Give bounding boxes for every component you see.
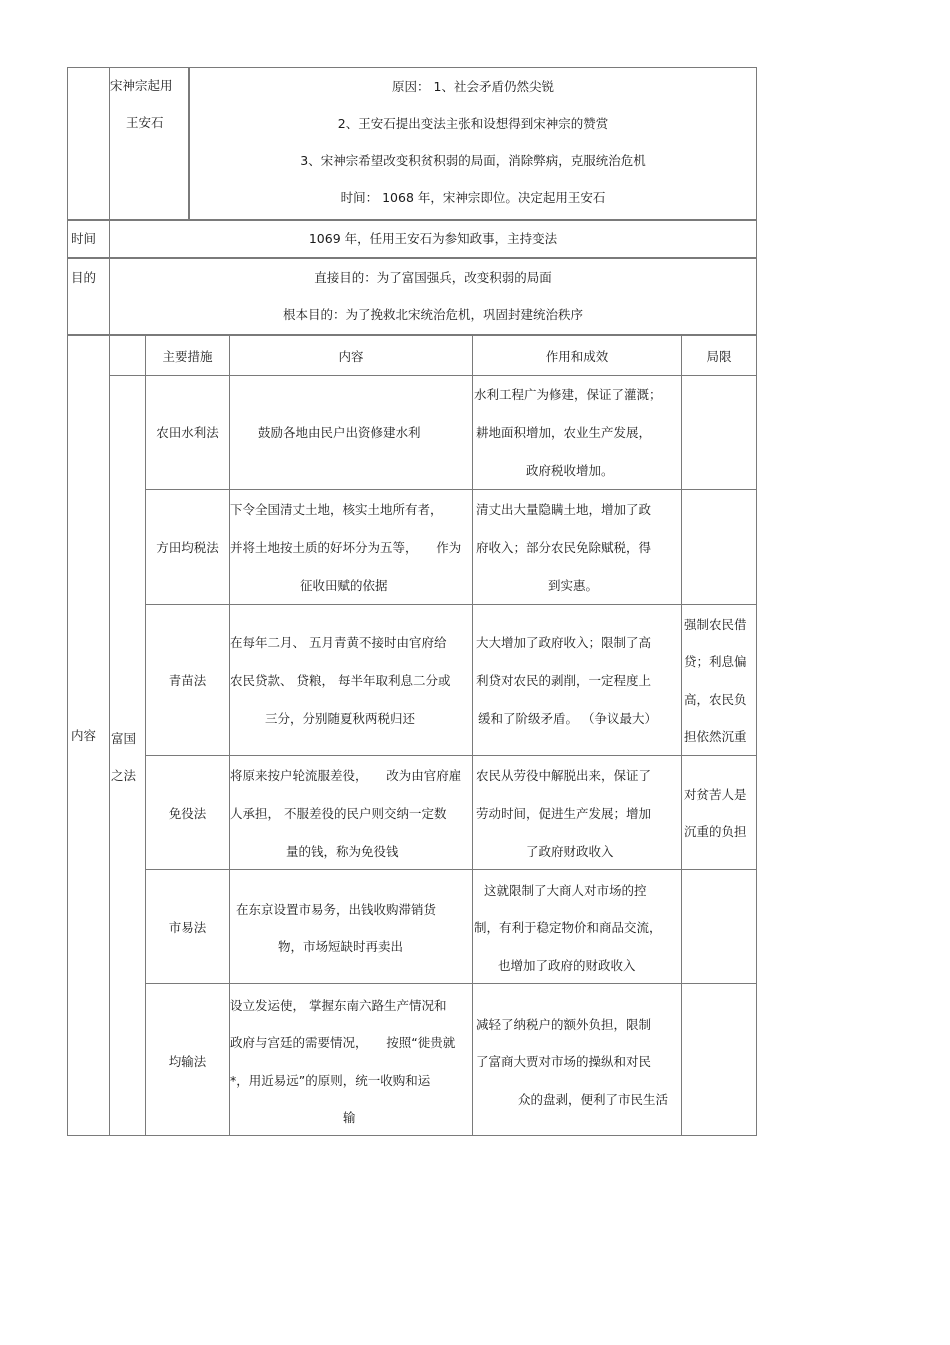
header-measure: 主要措施: [162, 349, 213, 364]
measure-content-line: 设立发运使， 掌握东南六路生产情况和: [230, 998, 447, 1013]
measure-content-line: 农民贷款、 贷粮， 每半年取利息二分或: [230, 673, 451, 688]
measure-name: 方田均税法: [156, 540, 219, 555]
reason-line-1: 原因： 1、社会矛盾仍然尖锐: [392, 79, 554, 94]
purpose-direct: 直接目的：为了富国强兵，改变积弱的局面: [314, 270, 552, 285]
measure-name: 均输法: [168, 1054, 207, 1069]
measure-limit-line: 担依然沉重: [684, 729, 747, 744]
purpose-fundamental: 根本目的：为了挽救北宋统治危机，巩固封建统治秩序: [282, 307, 583, 322]
measure-effect-line: 这就限制了大商人对市场的控: [484, 883, 647, 898]
table-row-content-cell: [229, 869, 473, 984]
measure-content-line: 三分，分别随夏秋两税归还: [265, 711, 416, 726]
time-label: 时间: [71, 231, 97, 246]
measure-content-line: *，用近易远”的原则，统一收购和运: [230, 1073, 431, 1088]
reason-line-4: 时间： 1068 年，宋神宗即位。决定起用王安石: [340, 190, 606, 205]
measure-limit-line: 对贫苦人是: [684, 787, 747, 802]
reason-label-line-1: 宋神宗起用: [110, 78, 173, 93]
measure-name: 青苗法: [168, 673, 207, 688]
content-label: 内容: [71, 728, 97, 743]
measure-effect-line: 府收入；部分农民免除赋税，得: [476, 540, 652, 555]
measure-name: 农田水利法: [156, 425, 219, 440]
reason-line-3: 3、宋神宗希望改变积贫积弱的局面，消除弊病，克服统治危机: [300, 153, 646, 168]
measure-content-line: 量的钱，称为免役钱: [286, 844, 399, 859]
table-row-limit-cell: [681, 375, 757, 490]
measure-limit-line: 高，农民负: [684, 692, 747, 707]
measure-content-line: 征收田赋的依据: [300, 578, 388, 593]
reason-line-2: 2、王安石提出变法主张和设想得到宋神宗的赞赏: [337, 116, 609, 131]
measure-content-line: 人承担， 不服差役的民户则交纳一定数: [230, 806, 447, 821]
measure-content-line: 将原来按户轮流服差役， 改为由官府雇: [230, 768, 462, 783]
reason-label-line-2: 王安石: [126, 115, 164, 130]
measure-effect-line: 劳动时间，促进生产发展；增加: [476, 806, 652, 821]
measure-effect-line: 清丈出大量隐瞒土地，增加了政: [476, 502, 652, 517]
measure-effect-line: 水利工程广为修建，保证了灌溉；: [474, 387, 662, 402]
table-row-limit-cell: [681, 983, 757, 1136]
measure-effect-line: 了政府财政收入: [526, 844, 614, 859]
measure-name: 免役法: [168, 806, 207, 821]
time-value: 1069 年，任用王安石为参知政事，主持变法: [308, 231, 558, 246]
measure-effect-line: 了富商大贾对市场的操纵和对民: [476, 1054, 652, 1069]
measure-content-line: 物，市场短缺时再卖出: [278, 939, 404, 954]
measure-effect-line: 大大增加了政府收入；限制了高: [476, 635, 652, 650]
measure-effect-line: 众的盘剥，便利了市民生活: [518, 1092, 669, 1107]
header-limit: 局限: [706, 349, 732, 364]
measure-effect-line: 耕地面积增加，农业生产发展，: [476, 425, 652, 440]
group-label-line-1: 富国: [111, 731, 137, 746]
table-row-limit-cell: [681, 755, 757, 870]
group-cell: [109, 375, 146, 1136]
measure-content-line: 在东京设置市易务，出钱收购滞销货: [236, 902, 437, 917]
table-row-limit-cell: [681, 869, 757, 984]
measure-effect-line: 政府税收增加。: [526, 463, 614, 478]
measure-content-line: 下令全国清丈土地，核实土地所有者，: [230, 502, 443, 517]
measure-content-line: 鼓励各地由民户出资修建水利: [258, 425, 421, 440]
group-label-line-2: 之法: [111, 768, 137, 783]
measure-content-line: 输: [343, 1110, 356, 1125]
measure-name: 市易法: [168, 920, 207, 935]
table-row-limit-cell: [681, 489, 757, 605]
measure-effect-line: 也增加了政府的财政收入: [498, 958, 636, 973]
measure-effect-line: 利贷对农民的剥削，一定程度上: [476, 673, 652, 688]
header-content: 内容: [338, 349, 364, 364]
measure-content-line: 政府与宫廷的需要情况， 按照“徙贵就: [230, 1035, 456, 1050]
measure-content-line: 并将土地按土质的好坏分为五等， 作为: [230, 540, 462, 555]
measure-effect-line: 减轻了纳税户的额外负担，限制: [476, 1017, 652, 1032]
measure-limit-line: 贷；利息偏: [684, 654, 747, 669]
measure-limit-line: 沉重的负担: [684, 824, 747, 839]
measure-effect-line: 农民从劳役中解脱出来，保证了: [476, 768, 652, 783]
reason-left-cell: [67, 67, 110, 220]
measure-effect-line: 缓和了阶级矛盾。 （争议最大）: [478, 711, 657, 726]
measure-effect-line: 制，有利于稳定物价和商品交流，: [474, 920, 662, 935]
header-effect: 作用和成效: [545, 349, 609, 364]
measure-limit-line: 强制农民借: [684, 617, 747, 632]
measure-effect-line: 到实惠。: [548, 578, 599, 593]
header-blank-cell: [109, 335, 146, 376]
measure-content-line: 在每年二月、 五月青黄不接时由官府给: [230, 635, 447, 650]
purpose-label: 目的: [71, 270, 97, 285]
